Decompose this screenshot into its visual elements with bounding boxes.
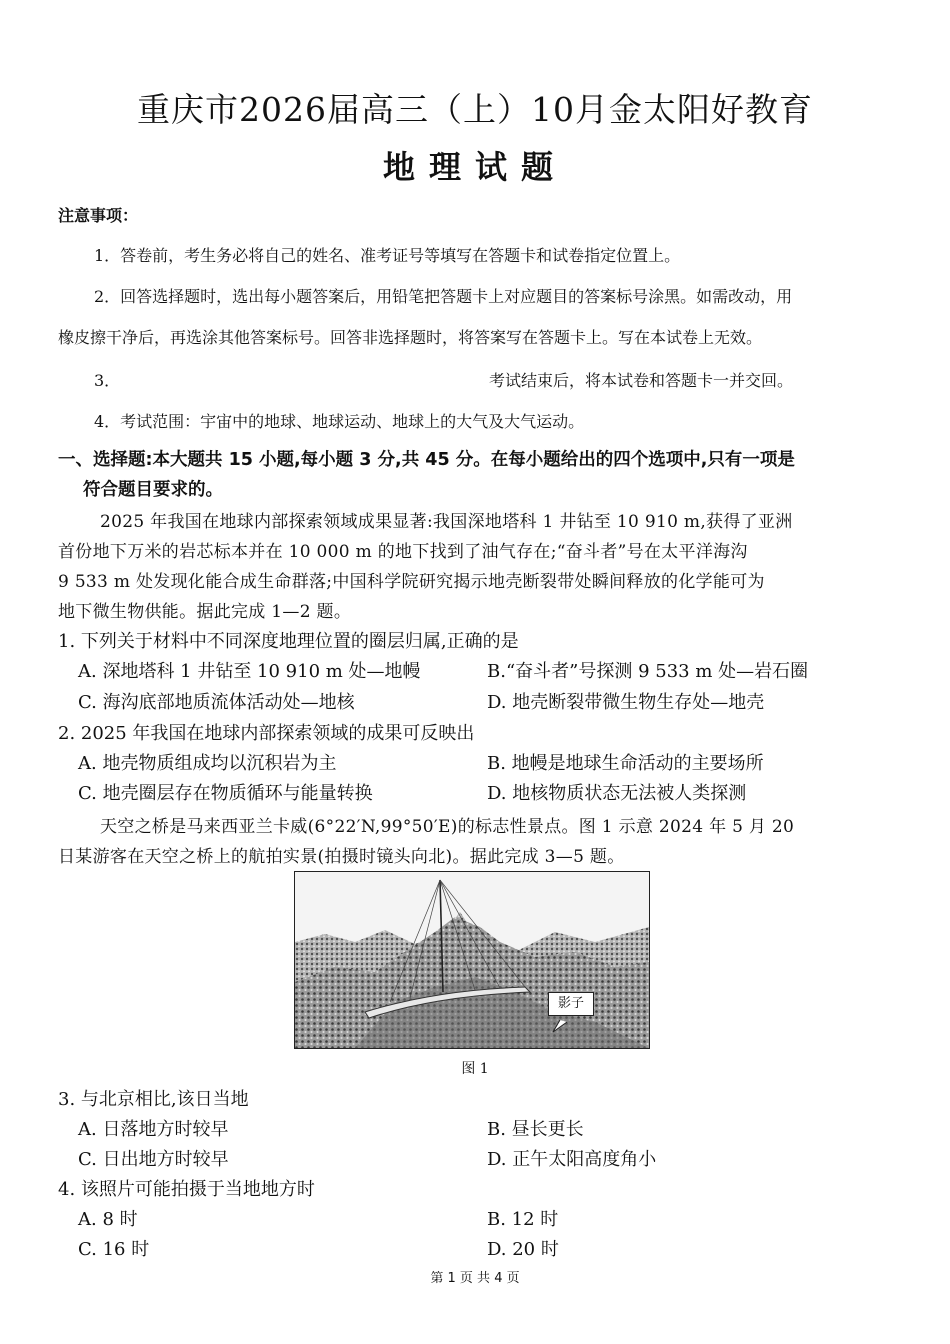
question-3-stem: 3. 与北京相比,该日当地 bbox=[58, 1089, 249, 1110]
question-1-option-a: A. 深地塔科 1 井钻至 10 910 m 处—地幔 bbox=[78, 661, 421, 682]
material-1-line-1: 2025 年我国在地球内部探索领域成果显著:我国深地塔科 1 井钻至 10 910 m,获得了亚洲 bbox=[100, 512, 793, 532]
question-4-option-a: A. 8 时 bbox=[78, 1209, 138, 1230]
material-1-line-4: 地下微生物供能。据此完成 1—2 题。 bbox=[58, 602, 352, 622]
notice-item-2-cont: 橡皮擦干净后，再选涂其他答案标号。回答非选择题时，将答案写在答题卡上。写在本试卷上无效。 bbox=[58, 328, 763, 347]
notice-item-3-text: 考试结束后，将本试卷和答题卡一并交回。 bbox=[489, 371, 794, 390]
question-3-option-c: C. 日出地方时较早 bbox=[78, 1149, 229, 1170]
shadow-label: 影子 bbox=[548, 992, 594, 1016]
figure-caption: 图 1 bbox=[461, 1061, 489, 1077]
question-2-option-d: D. 地核物质状态无法被人类探测 bbox=[487, 783, 747, 804]
section-heading-cont: 符合题目要求的。 bbox=[83, 480, 223, 500]
notice-item-3-num: 3． bbox=[94, 371, 121, 390]
material-1-line-2: 首份地下万米的岩芯标本并在 10 000 m 的地下找到了油气存在;“奋斗者”号在太平洋海沟 bbox=[58, 542, 748, 562]
question-2-option-c: C. 地壳圈层存在物质循环与能量转换 bbox=[78, 783, 373, 804]
question-4-option-d: D. 20 时 bbox=[487, 1239, 559, 1260]
material-1-line-3: 9 533 m 处发现化能合成生命群落;中国科学院研究揭示地壳断裂带处瞬间释放的化学能可为 bbox=[58, 572, 765, 592]
mountain-illustration bbox=[295, 872, 649, 1048]
question-1-option-c: C. 海沟底部地质流体活动处—地核 bbox=[78, 692, 355, 713]
notice-heading: 注意事项： bbox=[58, 206, 139, 225]
exam-title: 重庆市2026届高三（上）10月金太阳好教育 bbox=[137, 90, 813, 129]
question-1-stem: 1. 下列关于材料中不同深度地理位置的圈层归属,正确的是 bbox=[58, 631, 519, 652]
notice-item-2: 2．回答选择题时，选出每小题答案后，用铅笔把答题卡上对应题目的答案标号涂黑。如需改动，用 bbox=[94, 287, 793, 306]
question-3-option-a: A. 日落地方时较早 bbox=[78, 1119, 229, 1140]
section-heading: 一、选择题:本大题共 15 小题,每小题 3 分,共 45 分。在每小题给出的四个选项中,只有一项是 bbox=[58, 450, 795, 470]
question-3-option-b: B. 昼长更长 bbox=[487, 1119, 584, 1140]
material-2-line-1: 天空之桥是马来西亚兰卡威(6°22′N,99°50′E)的标志性景点。图 1 示意 2024 年 5 月 20 bbox=[100, 817, 795, 837]
question-2-stem: 2. 2025 年我国在地球内部探索领域的成果可反映出 bbox=[58, 723, 475, 744]
question-4-stem: 4. 该照片可能拍摄于当地地方时 bbox=[58, 1179, 315, 1200]
question-1-option-b: B.“奋斗者”号探测 9 533 m 处—岩石圈 bbox=[487, 661, 809, 682]
subject-title: 地理试题 bbox=[382, 148, 567, 186]
notice-item-1: 1．答卷前，考生务必将自己的姓名、准考证号等填写在答题卡和试卷指定位置上。 bbox=[94, 246, 681, 265]
notice-item-4: 4．考试范围：宇宙中的地球、地球运动、地球上的大气及大气运动。 bbox=[94, 412, 585, 431]
question-2-option-a: A. 地壳物质组成均以沉积岩为主 bbox=[78, 753, 337, 774]
question-4-option-b: B. 12 时 bbox=[487, 1209, 559, 1230]
question-3-option-d: D. 正午太阳高度角小 bbox=[487, 1149, 657, 1170]
page-footer: 第 1 页 共 4 页 bbox=[430, 1271, 520, 1286]
question-1-option-d: D. 地壳断裂带微生物生存处—地壳 bbox=[487, 692, 765, 713]
material-2-line-2: 日某游客在天空之桥上的航拍实景(拍摄时镜头向北)。据此完成 3—5 题。 bbox=[58, 847, 625, 867]
question-4-option-c: C. 16 时 bbox=[78, 1239, 150, 1260]
question-2-option-b: B. 地幔是地球生命活动的主要场所 bbox=[487, 753, 764, 774]
sky-bridge-photo bbox=[294, 871, 650, 1049]
